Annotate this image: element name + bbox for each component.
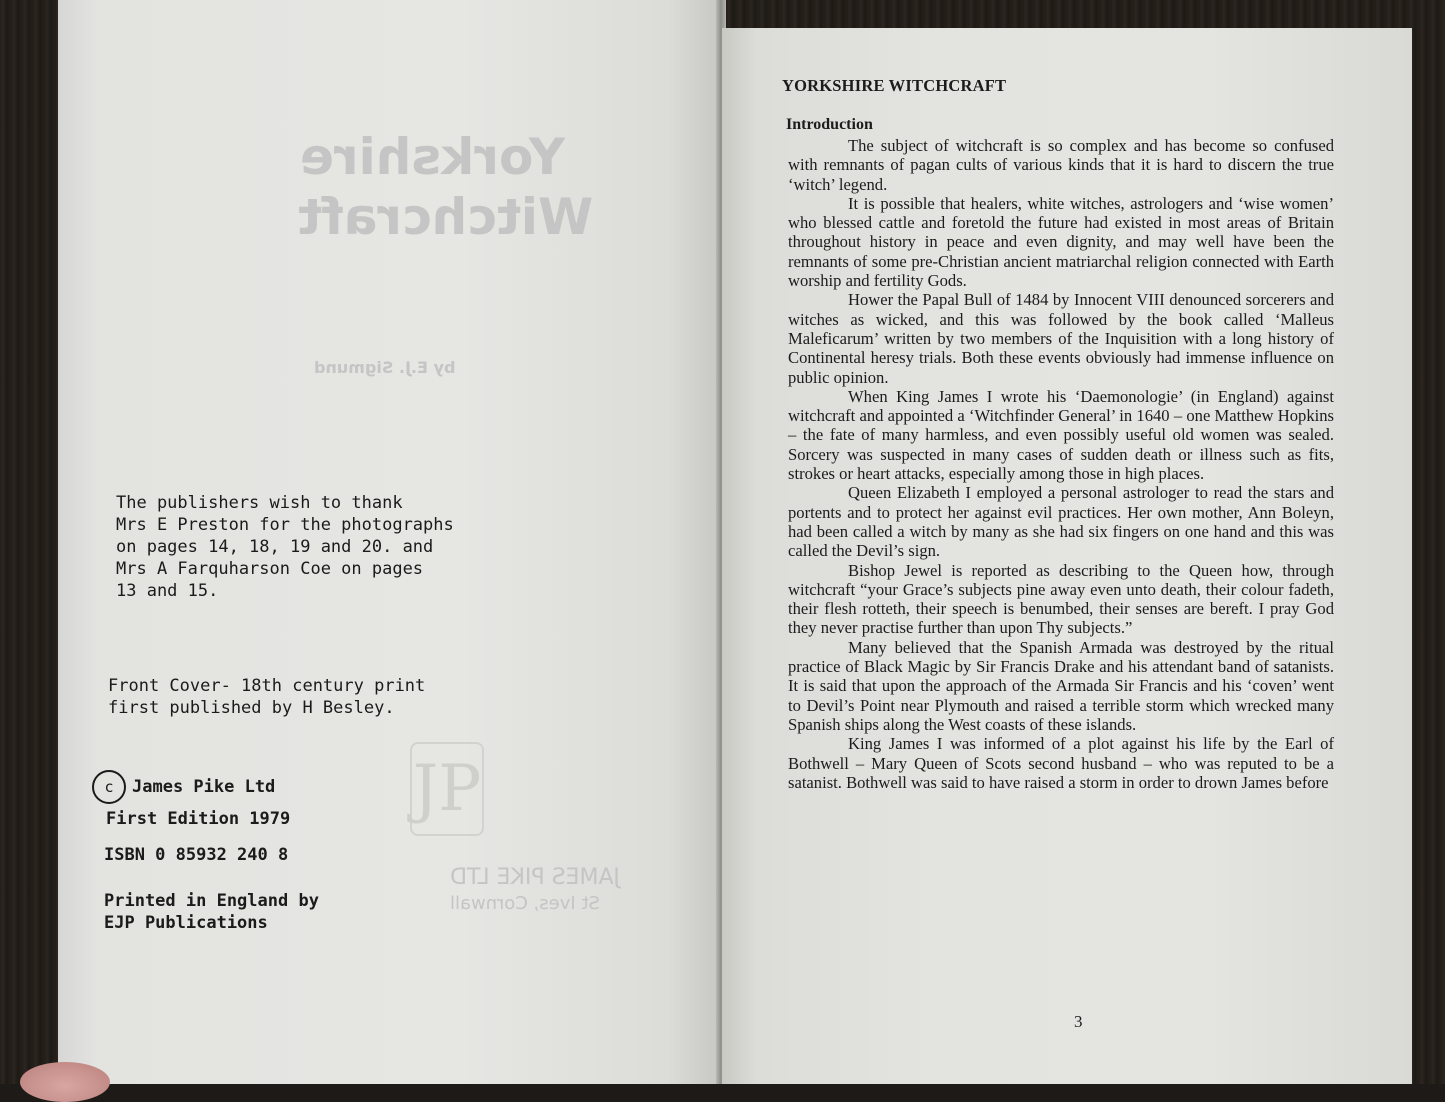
paragraph: When King James I wrote his ‘Daemonologie’ (in England) against witchcraft and appointed a ‘Witchfinder General’ in 1640 – one Matthew Hopkins – the fate of many harmless, and even possibly useful old women was sealed. Sorcery was suspected in many cases of sudden death or illness such as fits, strokes or heart attacks, especially among those in high places. [788, 386, 1334, 484]
edition: First Edition 1979 [106, 809, 291, 829]
paragraph: Queen Elizabeth I employed a personal astrologer to read the stars and portents and to protect her against evil practices. Her own mother, Ann Boleyn, had been called a witch by many as she had six fingers on one hand and this was called the Devil’s sign. [788, 483, 1334, 561]
showthrough-place: St Ives, Cornwall [450, 893, 600, 914]
paragraph: Bishop Jewel is reported as describing to the Queen how, through witchcraft “your Grace’s subjects pine away even unto death, their colour fadeth, their flesh rotteth, their speech is benumbed, their senses are bereft. I pray God they never practise further than upon Thy subjects.” [788, 560, 1334, 638]
right-page-body [782, 76, 1334, 792]
showthrough-title-line1: Yorkshire [300, 128, 565, 186]
isbn: ISBN 0 85932 240 8 [104, 845, 289, 865]
copyright-holder: James Pike Ltd [132, 777, 276, 797]
paragraph: It is possible that healers, white witches, astrologers and ‘wise women’ who blessed cattle and foretold the future had existed in most areas of Britain throughout history in peace and even dignity, and may well have been the remnants of some pre-Christian ancient matriarchal religion connected with Earth worship and fertility Gods. [788, 193, 1334, 291]
copyright-icon: c [92, 770, 126, 804]
showthrough-author: by E.J. Sigmund [314, 358, 456, 377]
section-title: Introduction [786, 116, 873, 133]
printer-credit: Printed in England by EJP Publications [104, 891, 319, 933]
paragraph: Hower the Papal Bull of 1484 by Innocent VIII denounced sorcerers and witches as wicked, and this was followed by the book called ‘Malleus Maleficarum’ written by two members of the Inquisition with a long history of Continental heresy trials. Both these events obviously had immense influence on public opinion. [788, 290, 1334, 387]
running-head: YORKSHIRE WITCHCRAFT [782, 76, 1007, 95]
showthrough-publisher-logo: JP [410, 742, 484, 836]
finger-thumb [20, 1062, 110, 1102]
front-cover-credit: Front Cover- 18th century print first published by H Besley. [108, 676, 426, 718]
showthrough-publisher: JAMES PIKE LTD [450, 865, 620, 890]
showthrough-title-line2: Witchcraft [298, 188, 594, 246]
paragraph: King James I was informed of a plot against his life by the Earl of Bothwell – Mary Queen of Scots second husband – who was reputed to be a satanist. Bothwell was said to have raised a storm in order to drown James before [788, 734, 1334, 792]
copyright-line [92, 770, 275, 804]
acknowledgements: The publishers wish to thank Mrs E Preston for the photographs on pages 14, 18, 19 and 20. and Mrs A Farquharson Coe on pages 13 and 15. [116, 493, 454, 601]
page-number: 3 [1074, 1012, 1083, 1031]
paragraph: Many believed that the Spanish Armada was destroyed by the ritual practice of Black Magic by Sir Francis Drake and his attendant band of satanists. It is said that upon the approach of the Armada Sir Francis and his ‘coven’ went to Devil’s Point near Plymouth and raised a terrible storm which wrecked many Spanish ships along the West coasts of these islands. [788, 637, 1334, 734]
paragraph: The subject of witchcraft is so complex and has become so confused with remnants of pagan cults of various kinds that it is hard to discern the true ‘witch’ legend. [788, 136, 1334, 194]
